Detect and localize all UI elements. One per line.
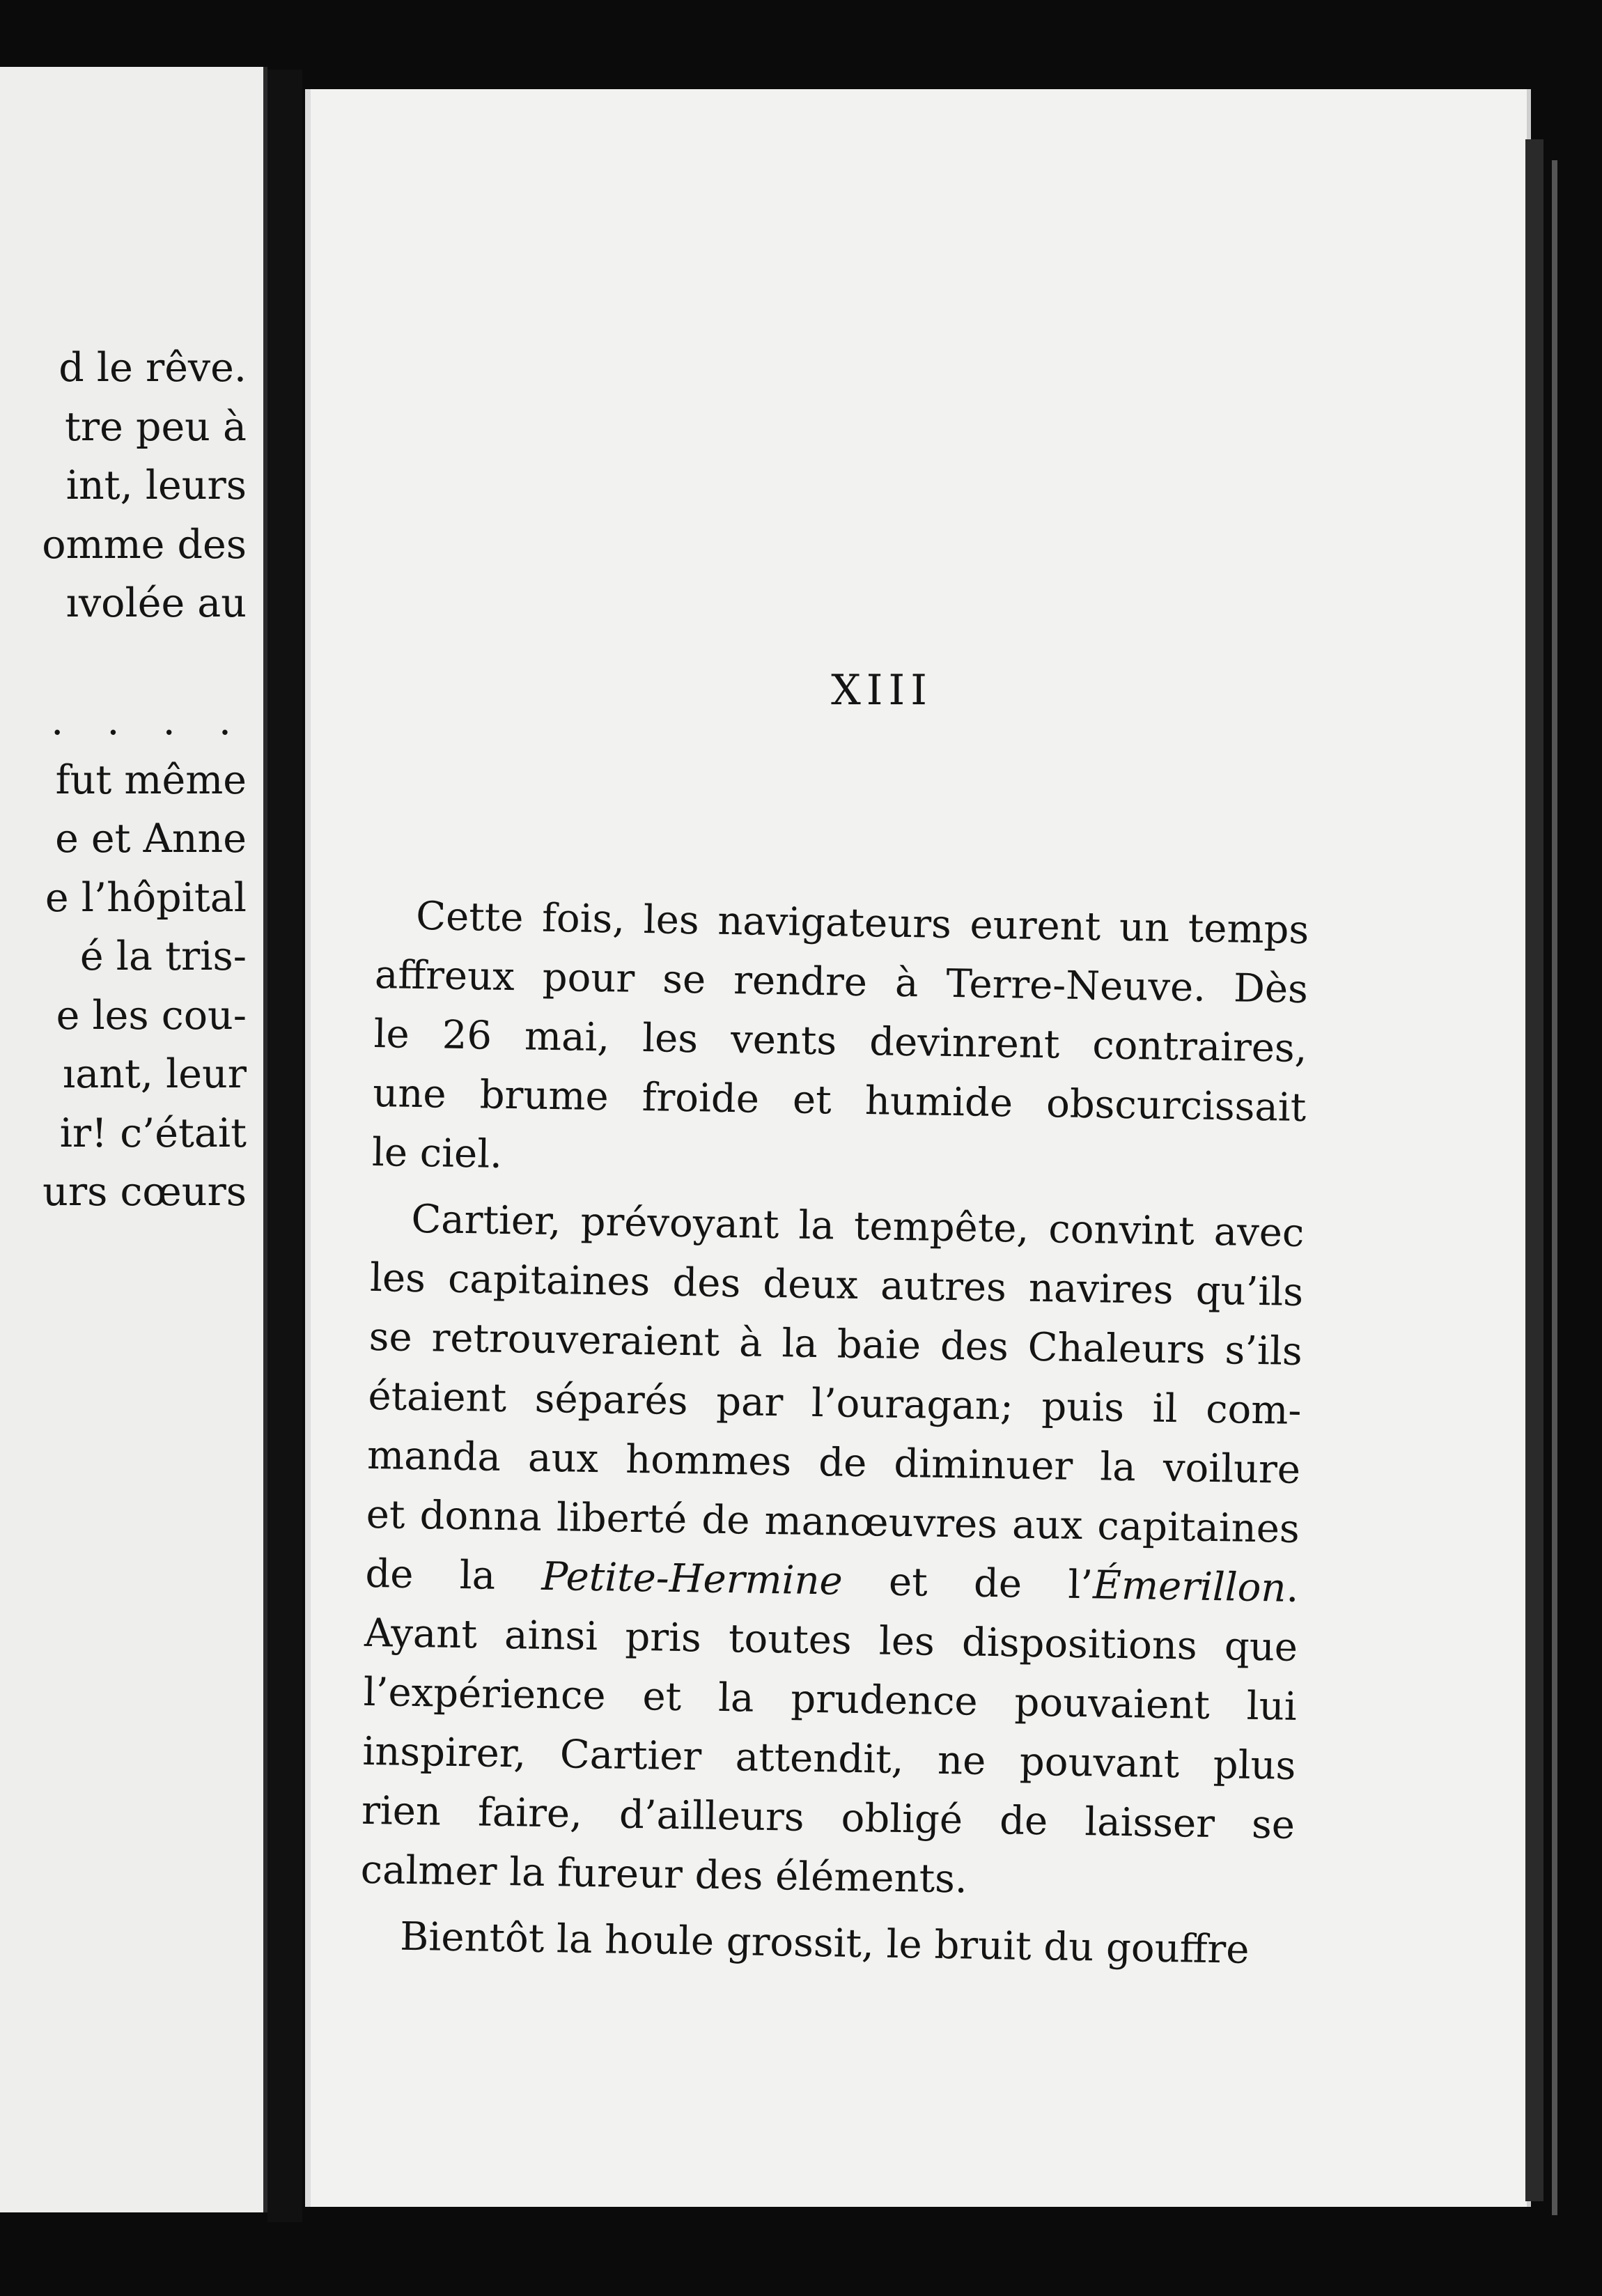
chapter-body: [359, 886, 1309, 1980]
left-page: [0, 67, 267, 2212]
left-line: fut même: [55, 757, 247, 803]
text-line: les capitaines des deux autres navires qu’ils: [369, 1255, 1304, 1315]
text-line: manda aux hommes de diminuer la voilure: [366, 1432, 1301, 1493]
left-line: e les cou-: [56, 992, 247, 1039]
text-fragment: et de l’: [888, 1559, 1094, 1608]
text-line: le 26 mai, les vents devinrent contraires,: [373, 1011, 1308, 1072]
text-line: Cette fois, les navigateurs eurent un temps: [415, 893, 1309, 954]
text-fragment: .: [1285, 1565, 1299, 1611]
text-line: Bientôt la houle grossit, le bruit du gouffre: [399, 1914, 1250, 1973]
left-line: e l’hôpital: [45, 874, 247, 921]
text-line: calmer la fureur des éléments.: [360, 1847, 968, 1902]
left-line: ir! c’était: [59, 1110, 247, 1156]
book-gutter: [267, 70, 302, 2222]
text-line: inspirer, Cartier attendit, ne pouvant plus: [361, 1728, 1296, 1789]
left-line-blank: [0, 633, 247, 692]
left-page-text: [0, 339, 247, 1222]
left-line: ıvolée au: [65, 580, 247, 626]
paragraph: [360, 1189, 1305, 1914]
text-fragment: de la: [364, 1551, 496, 1599]
left-line: urs cœurs: [42, 1169, 247, 1215]
text-line: se retrouveraient à la baie des Chaleurs s’ils: [368, 1314, 1303, 1374]
page-edge: [1525, 139, 1543, 2201]
chapter-heading: XIII: [831, 666, 933, 715]
ship-name: Émerillon: [1092, 1562, 1287, 1611]
ship-name: Petite-Hermine: [541, 1553, 843, 1604]
text-line: l’expérience et la prudence pouvaient lui: [363, 1669, 1298, 1730]
page-edge: [1552, 160, 1557, 2215]
text-line: et donna liberté de manœuvres aux capitaines: [366, 1491, 1300, 1552]
left-line: ıant, leur: [63, 1051, 247, 1097]
left-line: é la tris-: [79, 933, 247, 979]
left-line: tre peu à: [64, 403, 247, 450]
text-line: Ayant ainsi pris toutes les dispositions que: [364, 1610, 1298, 1670]
left-line: e et Anne: [55, 816, 247, 862]
text-line: rien faire, d’ailleurs obligé de laisser se: [361, 1787, 1296, 1848]
text-line: Cartier, prévoyant la tempête, convint avec: [410, 1196, 1305, 1256]
left-line: omme des: [42, 521, 247, 568]
text-line: étaient séparés par l’ouragan; puis il com-: [367, 1373, 1302, 1434]
left-line: d le rêve.: [59, 345, 247, 391]
paragraph: [371, 886, 1309, 1197]
left-line-ellipsis: . . . .: [51, 698, 247, 744]
text-line: affreux pour se rendre à Terre-Neuve. Dès: [374, 952, 1309, 1013]
left-line: int, leurs: [65, 463, 247, 509]
text-line: une brume froide et humide obscurcissait: [372, 1070, 1307, 1131]
text-line: le ciel.: [371, 1129, 503, 1177]
